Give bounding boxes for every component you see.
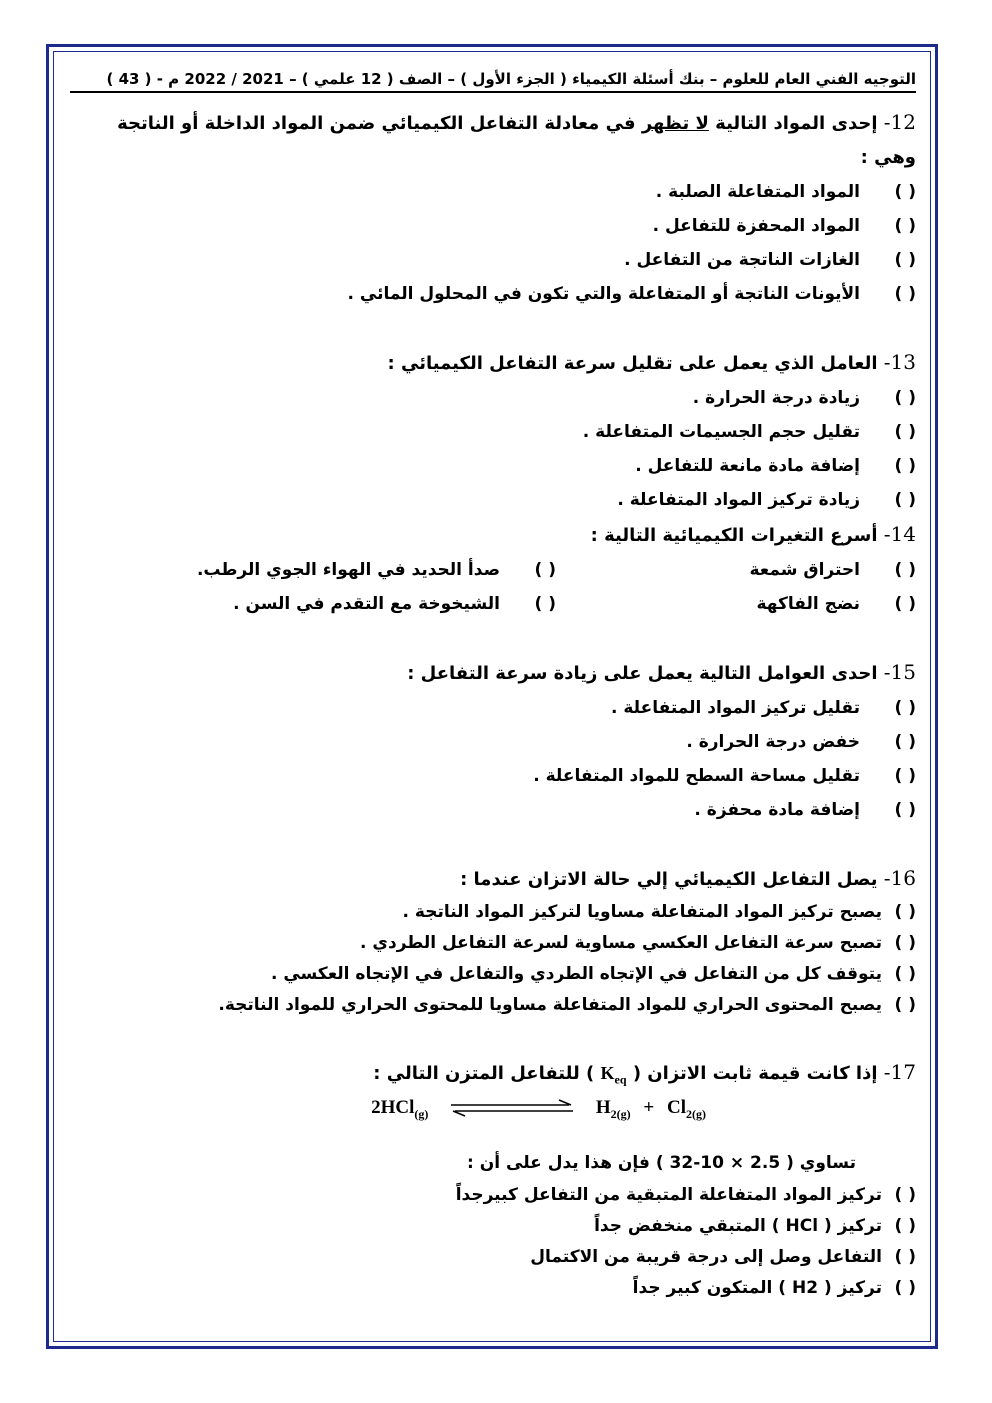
answer-paren[interactable]: ( )	[894, 560, 916, 580]
question-text: احدى العوامل التالية يعمل على زيادة سرعة التفاعل :	[407, 663, 878, 684]
question-text: ) للتفاعل المتزن التالي :	[373, 1063, 595, 1084]
question-text: يصل التفاعل الكيميائي إلي حالة الاتزان عندما :	[460, 869, 878, 890]
page-header: التوجيه الفني العام للعلوم – بنك أسئلة الكيمياء ( الجزء الأول ) – الصف ( 12 علمي ) – 2021 / 2022 م - ( 43 )	[70, 70, 916, 93]
answer-paren[interactable]: ( )	[894, 594, 916, 614]
worksheet-page	[70, 70, 916, 1304]
option-label: تركيز ( HCl ) المتبقي منخفض جداً	[594, 1216, 882, 1237]
eq-product-2	[667, 1096, 706, 1121]
option[interactable]	[70, 381, 916, 415]
question-number: 15-	[883, 660, 916, 684]
option[interactable]	[70, 483, 916, 517]
answer-paren[interactable]: ( )	[894, 732, 916, 752]
option-label: التفاعل وصل إلى درجة قريبة من الاكتمال	[530, 1247, 882, 1268]
option-label: الغازات الناتجة من التفاعل .	[624, 250, 860, 270]
eq-reactant	[371, 1096, 429, 1121]
options-q16	[70, 897, 916, 1021]
option-label: تركيز ( H2 ) المتكون كبير جداً	[632, 1278, 882, 1299]
options-q13	[70, 381, 916, 517]
question-number: 13-	[883, 350, 916, 374]
option-label: يصبح تركيز المواد المتفاعلة مساويا لتركيز المواد الناتجة .	[402, 902, 882, 922]
answer-paren[interactable]: ( )	[894, 1185, 916, 1206]
question-15	[70, 655, 916, 691]
question-12	[70, 105, 916, 175]
answer-paren[interactable]: ( )	[894, 250, 916, 270]
answer-paren[interactable]: ( )	[894, 902, 916, 922]
keq-letter: K	[600, 1063, 615, 1083]
options-q17	[70, 1180, 916, 1304]
option-label: زيادة تركيز المواد المتفاعلة .	[617, 490, 860, 510]
question-text: العامل الذي يعمل على تقليل سرعة التفاعل الكيميائي :	[387, 353, 878, 374]
question-16	[70, 861, 916, 897]
option-label: صدأ الحديد في الهواء الجوي الرطب.	[196, 560, 500, 580]
eq-product-1-state: 2(g)	[610, 1106, 631, 1121]
option[interactable]	[196, 553, 556, 587]
answer-paren[interactable]: ( )	[894, 216, 916, 236]
question-text: إذا كانت قيمة ثابت الاتزان (	[632, 1063, 878, 1084]
answer-paren[interactable]: ( )	[894, 490, 916, 510]
option[interactable]	[70, 1211, 916, 1242]
option[interactable]	[70, 1180, 916, 1211]
eq-reactant-state: (g)	[414, 1106, 429, 1121]
option-label: الأيونات الناتجة أو المتفاعلة والتي تكون في المحلول المائي .	[347, 284, 860, 304]
option-label: زيادة درجة الحرارة .	[692, 388, 860, 408]
question-text: أسرع التغيرات الكيميائية التالية :	[590, 525, 878, 546]
option-label: المواد المتفاعلة الصلبة .	[655, 182, 860, 202]
option[interactable]	[556, 553, 916, 587]
option-label: المواد المحفزة للتفاعل .	[652, 216, 860, 236]
answer-paren[interactable]: ( )	[894, 388, 916, 408]
option-label: يصبح المحتوى الحراري للمواد المتفاعلة مساويا للمحتوى الحراري للمواد الناتجة.	[218, 995, 882, 1015]
option[interactable]	[70, 897, 916, 928]
answer-paren[interactable]: ( )	[534, 560, 556, 580]
question-number: 12-	[883, 110, 916, 134]
option[interactable]	[70, 277, 916, 311]
option-label: إضافة مادة مانعة للتفاعل .	[635, 456, 860, 476]
answer-paren[interactable]: ( )	[894, 766, 916, 786]
answer-paren[interactable]: ( )	[894, 1247, 916, 1268]
question-number: 14-	[883, 522, 916, 546]
options-q14-row-2	[70, 587, 916, 621]
option-label: خفض درجة الحرارة .	[686, 732, 860, 752]
option-label: الشيخوخة مع التقدم في السن .	[233, 594, 500, 614]
answer-paren[interactable]: ( )	[534, 594, 556, 614]
question-number: 17-	[883, 1060, 916, 1084]
answer-paren[interactable]: ( )	[894, 800, 916, 820]
answer-paren[interactable]: ( )	[894, 456, 916, 476]
option[interactable]	[70, 175, 916, 209]
options-q12	[70, 175, 916, 311]
eq-plus: +	[643, 1096, 655, 1118]
keq-subscript: eq	[614, 1072, 627, 1087]
eq-product-2-formula: Cl	[667, 1096, 686, 1118]
option[interactable]	[70, 415, 916, 449]
eq-product-1-formula: H	[595, 1096, 611, 1118]
eq-reactant-formula: 2HCl	[371, 1096, 415, 1118]
option-label: نضج الفاكهة	[756, 594, 860, 614]
option[interactable]	[70, 691, 916, 725]
option-label: يتوقف كل من التفاعل في الإتجاه الطردي والتفاعل في الإتجاه العكسي .	[270, 964, 882, 984]
option[interactable]	[70, 449, 916, 483]
answer-paren[interactable]: ( )	[894, 933, 916, 953]
answer-paren[interactable]: ( )	[894, 422, 916, 442]
option[interactable]	[556, 587, 916, 621]
eq-product-2-state: 2(g)	[686, 1106, 706, 1121]
option[interactable]	[70, 990, 916, 1021]
option[interactable]	[70, 1242, 916, 1273]
answer-paren[interactable]: ( )	[894, 698, 916, 718]
question-text: إحدى المواد التالية	[715, 113, 878, 134]
option-label: إضافة مادة محفزة .	[694, 800, 860, 820]
answer-paren[interactable]: ( )	[894, 182, 916, 202]
answer-paren[interactable]: ( )	[894, 995, 916, 1015]
option[interactable]	[70, 959, 916, 990]
option[interactable]	[70, 1273, 916, 1304]
option-label: تركيز المواد المتفاعلة المتبقية من التفاعل كبيرجداً	[455, 1185, 882, 1206]
answer-paren[interactable]: ( )	[894, 1216, 916, 1237]
question-14	[70, 517, 916, 553]
eq-product-1	[595, 1096, 631, 1121]
option[interactable]	[70, 209, 916, 243]
answer-paren[interactable]: ( )	[894, 964, 916, 984]
option[interactable]	[70, 243, 916, 277]
option-label: احتراق شمعة	[749, 560, 860, 580]
option[interactable]	[70, 725, 916, 759]
question-number: 16-	[883, 866, 916, 890]
answer-paren[interactable]: ( )	[894, 1278, 916, 1299]
option[interactable]	[196, 587, 556, 621]
option-label: تقليل حجم الجسيمات المتفاعلة .	[582, 422, 860, 442]
option[interactable]	[70, 759, 916, 793]
question-13	[70, 345, 916, 381]
question-text: في معادلة التفاعل الكيميائي ضمن المواد الداخلة أو الناتجة وهي :	[117, 113, 916, 168]
question-17	[70, 1055, 916, 1097]
options-q15	[70, 691, 916, 827]
keq-symbol	[600, 1063, 627, 1087]
option[interactable]	[70, 928, 916, 959]
options-q14-row-1	[70, 553, 916, 587]
answer-paren[interactable]: ( )	[894, 284, 916, 304]
option-label: تصبح سرعة التفاعل العكسي مساوية لسرعة التفاعل الطردي .	[360, 933, 882, 953]
option[interactable]	[70, 793, 916, 827]
option-label: تقليل مساحة السطح للمواد المتفاعلة .	[533, 766, 860, 786]
equilibrium-equation	[70, 1095, 916, 1127]
equilibrium-arrow-icon	[447, 1099, 577, 1117]
option-label: تقليل تركيز المواد المتفاعلة .	[610, 698, 860, 718]
question-17-lead: تساوي ( 2.5 × 10-32 ) فإن هذا يدل على أن :	[467, 1153, 856, 1174]
question-emphasis: لا تظهر	[641, 113, 709, 134]
